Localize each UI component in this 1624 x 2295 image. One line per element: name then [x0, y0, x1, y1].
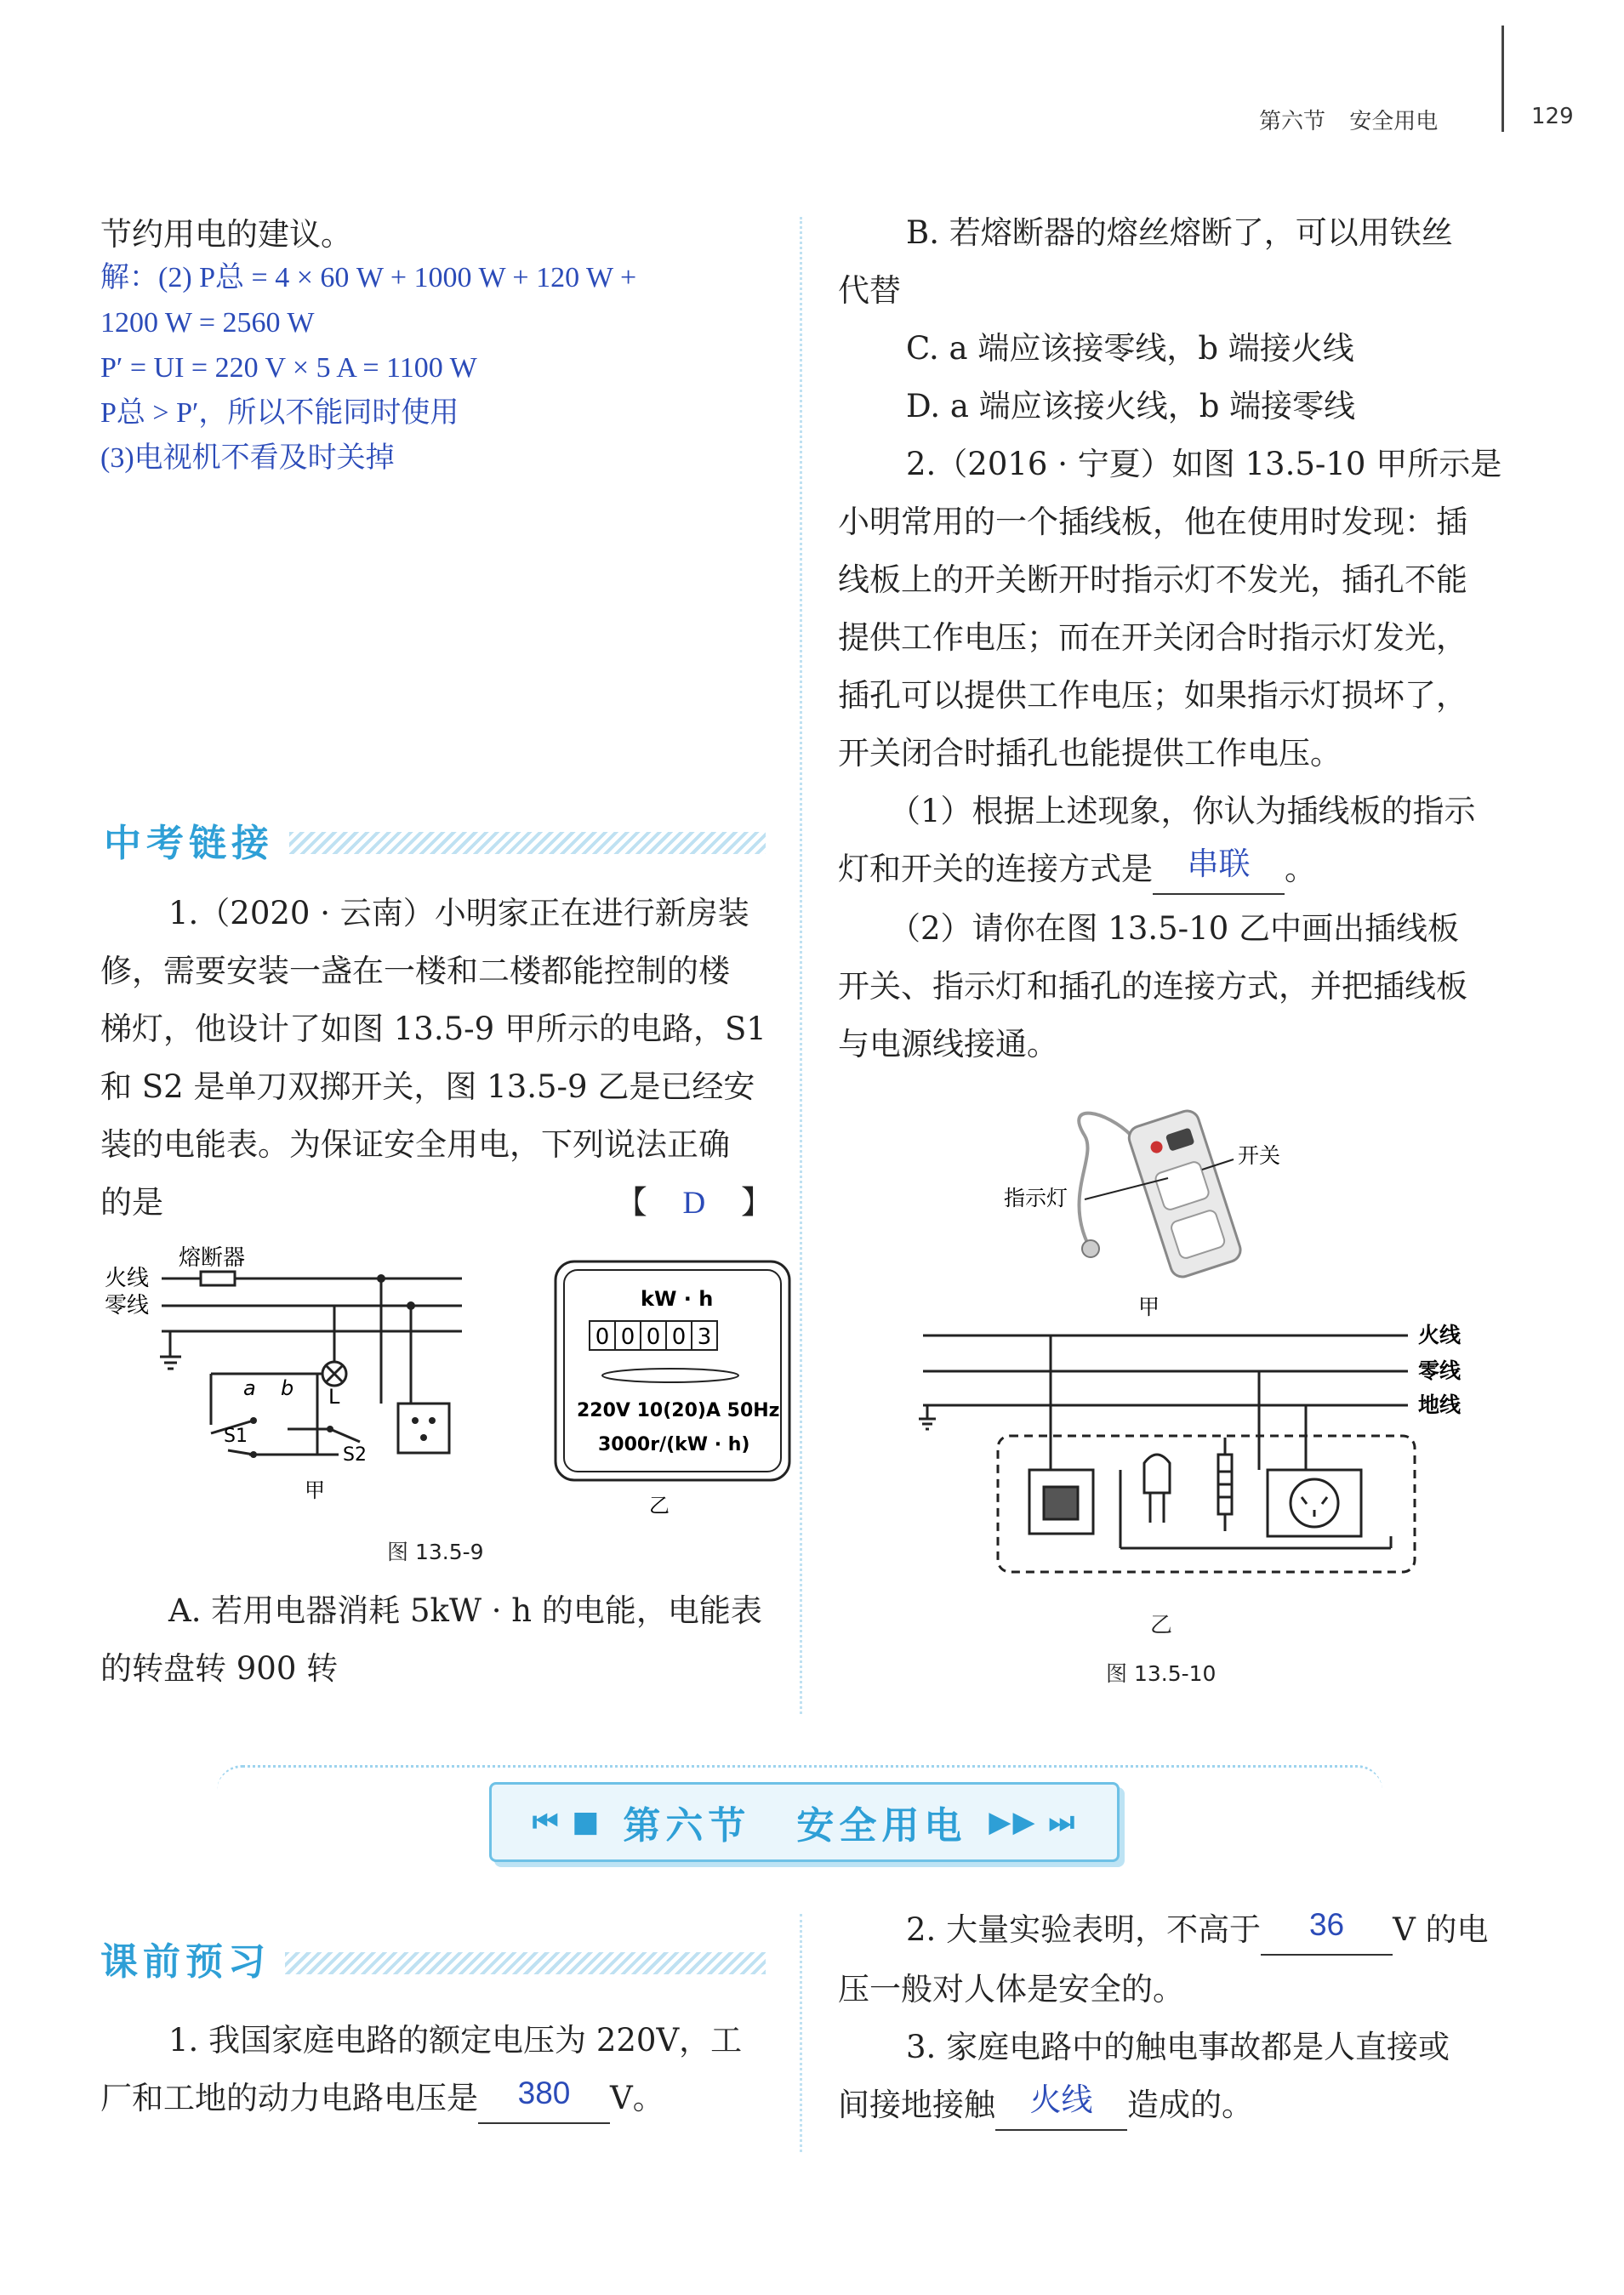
- fig10-neutral-label: 零线: [1418, 1358, 1462, 1383]
- fig10-yi-label: 乙: [1150, 1613, 1173, 1638]
- switch-label: 开关: [1238, 1143, 1281, 1168]
- question-2-1: （1）根据上述现象，你认为插线板的指示: [889, 793, 1476, 829]
- option-line: A. 若用电器消耗 5kW · h 的电能，电能表: [168, 1592, 762, 1629]
- lead-text: 节约用电的建议。: [100, 216, 352, 253]
- switch-s2-label: S2: [343, 1444, 367, 1466]
- question-line: 装的电能表。为保证安全用电，下列说法正确: [100, 1126, 730, 1163]
- page-number: 129: [1531, 104, 1574, 129]
- meter-digit: 3: [697, 1324, 712, 1350]
- question-2-line: 提供工作电压；而在开关闭合时指示灯发光，: [838, 619, 1467, 656]
- solution-block: [100, 255, 636, 481]
- fig9-jia-label: 甲: [305, 1478, 325, 1502]
- section-heading-zhongkao: 中考链接: [104, 822, 274, 865]
- answer-blank: 380: [478, 2064, 610, 2124]
- fig10-ground-label: 地线: [1418, 1392, 1462, 1417]
- indicator-label: 指示灯: [1004, 1186, 1068, 1210]
- solution-line: (3)电视机不看及时关掉: [100, 442, 395, 474]
- column-divider: [800, 217, 802, 1714]
- option-line: 的转盘转 900 转: [100, 1650, 339, 1687]
- heading-hatch: [285, 1952, 766, 1974]
- banner-next-icon: ▶▶ ⏭: [989, 1805, 1077, 1839]
- meter-disk: [602, 1369, 738, 1382]
- option-b-cont: 代替: [838, 272, 901, 309]
- terminal-b-label: b: [281, 1376, 294, 1400]
- fuse-label: 熔断器: [179, 1245, 246, 1271]
- fill-prefix: 厂和工地的动力电路电压是: [100, 2080, 478, 2116]
- header-section: [1259, 104, 1438, 135]
- switch-s1-label: S1: [224, 1426, 248, 1447]
- meter-digit: 0: [620, 1324, 635, 1350]
- preview-q3-fill: [838, 2076, 1510, 2136]
- meter-unit: kW · h: [641, 1287, 714, 1311]
- question-2-2: 开关、指示灯和插孔的连接方式，并把插线板: [838, 968, 1467, 1005]
- question-2-line: 线板上的开关断开时指示灯不发光，插孔不能: [838, 561, 1467, 598]
- answer-blank: 火线: [995, 2071, 1127, 2131]
- header-title: 安全用电: [1349, 109, 1439, 134]
- live-wire-label: 火线: [105, 1266, 150, 1291]
- lamp-label: L: [328, 1385, 340, 1409]
- question-line: 修，需要安装一盏在一楼和二楼都能控制的楼: [100, 953, 730, 989]
- banner-prev-icon: ⏮ ■: [532, 1805, 601, 1839]
- fill-suffix: V 的电: [1393, 1911, 1489, 1948]
- bracket-open: 【: [615, 1184, 647, 1221]
- solution-line: P总 > P′，所以不能同时使用: [100, 397, 459, 429]
- fig10-jia-label: 甲: [1138, 1295, 1160, 1319]
- meter-spec: 220V 10(20)A 50Hz: [577, 1400, 780, 1421]
- choice-answer: D: [682, 1186, 706, 1221]
- right-column-top: [838, 204, 1510, 1073]
- bracket-close: 】: [741, 1184, 772, 1221]
- solution-line: P′ = UI = 220 V × 5 A = 1100 W: [100, 352, 477, 384]
- meter-revolutions: 3000r/(kW · h): [598, 1434, 750, 1455]
- question-2-2: 与电源线接通。: [838, 1026, 1058, 1062]
- question-last-line: [100, 1174, 772, 1233]
- question-2-line: 小明常用的一个插线板，他在使用时发现：插: [838, 504, 1467, 540]
- led-indicator: [1144, 1455, 1170, 1493]
- question-1: [100, 885, 772, 1233]
- answer-blank: 36: [1261, 1896, 1393, 1956]
- header-divider: [1501, 26, 1504, 132]
- section-heading-keqian: 课前预习: [100, 1940, 271, 1984]
- column-divider-bottom: [800, 1914, 802, 2152]
- terminal-a-label: a: [243, 1376, 256, 1400]
- preview-line: 压一般对人体是安全的。: [838, 1971, 1184, 2007]
- fill-prefix: 2. 大量实验表明，不高于: [906, 1911, 1262, 1948]
- figure-caption-13-5-10: 图 13.5-10: [1106, 1661, 1217, 1686]
- banner-section: 第六节: [623, 1804, 751, 1848]
- figure-13-5-10-jia: [1004, 1093, 1344, 1323]
- option-d: D. a 端应该接火线，b 端接零线: [906, 388, 1356, 424]
- solution-line: 1200 W = 2560 W: [100, 307, 315, 339]
- fill-suffix: 。: [1285, 851, 1316, 887]
- header-section-label: 第六节: [1259, 109, 1326, 134]
- meter-digit: 0: [595, 1324, 610, 1350]
- figure-13-5-10-yi: [897, 1318, 1484, 1599]
- neutral-wire-label: 零线: [105, 1293, 150, 1318]
- fill-prefix: 间接地接触: [838, 2087, 995, 2123]
- figure-caption-13-5-9: 图 13.5-9: [387, 1540, 484, 1564]
- fill-suffix: 造成的。: [1127, 2087, 1253, 2123]
- preview-line: 1. 我国家庭电路的额定电压为 220V，工: [168, 2022, 743, 2059]
- option-c: C. a 端应该接零线，b 端接火线: [906, 330, 1354, 367]
- answer-blank: 串联: [1153, 835, 1285, 895]
- meter-digit: 0: [671, 1324, 687, 1350]
- question-2-2: （2）请你在图 13.5-10 乙中画出插线板: [889, 910, 1460, 947]
- fig10-live-label: 火线: [1418, 1323, 1462, 1347]
- question-line: 和 S2 是单刀双掷开关，图 13.5-9 乙是已经安: [100, 1068, 755, 1105]
- question-line: 的是: [100, 1184, 163, 1221]
- question-line: 1.（2020 · 云南）小明家正在进行新房装: [168, 895, 749, 931]
- figure-13-5-9: [100, 1238, 798, 1518]
- fill-suffix: V。: [610, 2080, 664, 2116]
- answer-bracket: [616, 1174, 772, 1233]
- section-banner: [489, 1782, 1120, 1862]
- banner-title: 安全用电: [796, 1804, 967, 1848]
- preview-line: 3. 家庭电路中的触电事故都是人直接或: [906, 2029, 1450, 2065]
- fill-prefix: 灯和开关的连接方式是: [838, 851, 1153, 887]
- meter-digit: 0: [646, 1324, 661, 1350]
- solution-line: 解：(2) P总 = 4 × 60 W + 1000 W + 120 W +: [100, 262, 637, 293]
- option-b: B. 若熔断器的熔丝熔断了，可以用铁丝: [906, 214, 1453, 251]
- option-a: [100, 1582, 772, 1698]
- question-2-line: 插孔可以提供工作电压；如果指示灯损坏了，: [838, 677, 1467, 714]
- preview-q2-q3: [838, 1901, 1510, 2136]
- question-2-line: 2.（2016 · 宁夏）如图 13.5-10 甲所示是: [906, 446, 1502, 482]
- preview-q1: [100, 2012, 772, 2129]
- preview-q1-fill: [100, 2070, 772, 2129]
- question-2-1-fill: [838, 840, 1510, 900]
- question-line: 梯灯，他设计了如图 13.5-9 甲所示的电路，S1: [100, 1011, 766, 1047]
- question-2-line: 开关闭合时插孔也能提供工作电压。: [838, 735, 1342, 772]
- fig9-yi-label: 乙: [649, 1494, 670, 1518]
- preview-q2-fill: [838, 1901, 1510, 1961]
- heading-hatch: [289, 832, 766, 854]
